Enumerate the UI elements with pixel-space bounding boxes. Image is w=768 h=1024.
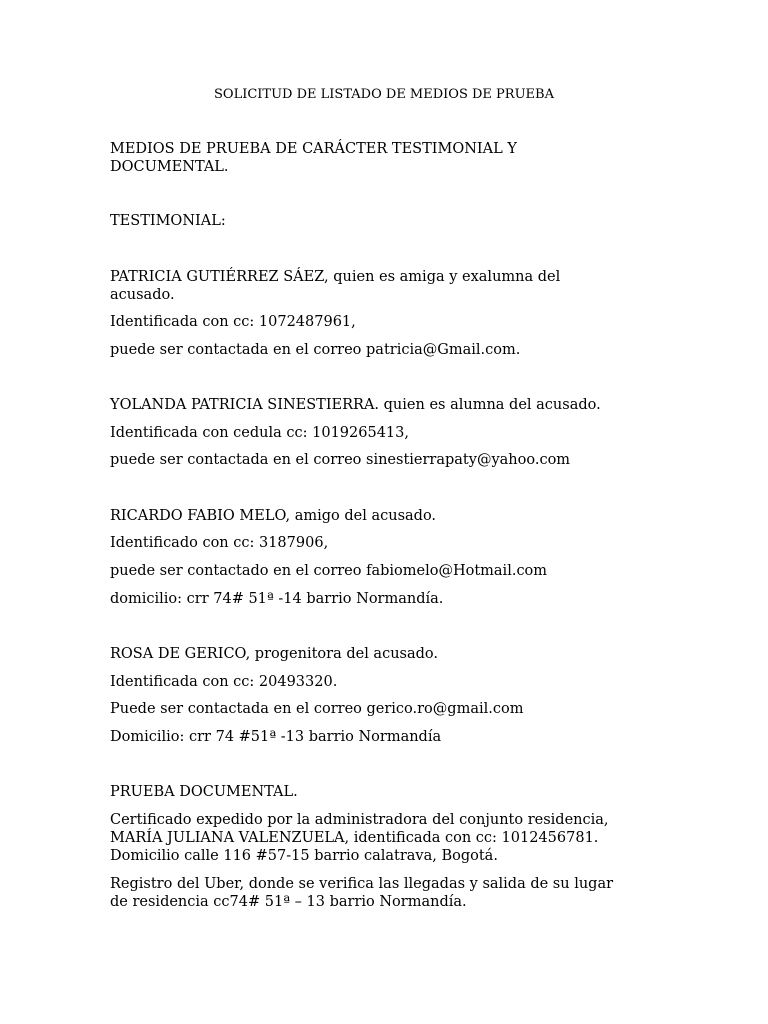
documental-1-line-1: Certificado expedido por la administradora del conjunto residencia,	[110, 812, 609, 828]
intro-line-2: DOCUMENTAL.	[110, 159, 229, 175]
witness-1-line-2: acusado.	[110, 287, 175, 303]
witness-3-line-4: domicilio: crr 74# 51ª -14 barrio Normandía.	[110, 591, 444, 607]
witness-4-line-4: Domicilio: crr 74 #51ª -13 barrio Normandía	[110, 729, 442, 745]
witness-1-line-3: Identificada con cc: 1072487961,	[110, 314, 356, 330]
witness-1-line-1: PATRICIA GUTIÉRREZ SÁEZ, quien es amiga y exalumna del	[110, 269, 561, 285]
witness-4-line-1: ROSA DE GERICO, progenitora del acusado.	[110, 646, 438, 662]
documental-2-line-2: de residencia cc74# 51ª – 13 barrio Normandía.	[110, 894, 467, 910]
documental-1-line-2: MARÍA JULIANA VALENZUELA, identificada con cc: 1012456781.	[110, 830, 599, 846]
testimonial-heading: TESTIMONIAL:	[110, 213, 226, 229]
witness-4-line-3: Puede ser contactada en el correo gerico.ro@gmail.com	[110, 701, 524, 717]
document-title: SOLICITUD DE LISTADO DE MEDIOS DE PRUEBA	[214, 87, 554, 102]
witness-3-line-1: RICARDO FABIO MELO, amigo del acusado.	[110, 508, 437, 524]
documental-2-line-1: Registro del Uber, donde se verifica las llegadas y salida de su lugar	[110, 876, 614, 892]
witness-4-line-2: Identificada con cc: 20493320.	[110, 674, 338, 690]
documental-1-line-3: Domicilio calle 116 #57-15 barrio calatrava, Bogotá.	[110, 848, 498, 864]
witness-2-line-1: YOLANDA PATRICIA SINESTIERRA. quien es alumna del acusado.	[110, 397, 601, 413]
witness-2-line-3: puede ser contactada en el correo sinestierrapaty@yahoo.com	[110, 452, 571, 468]
witness-3-line-2: Identificado con cc: 3187906,	[110, 535, 329, 551]
witness-3-line-3: puede ser contactado en el correo fabiomelo@Hotmail.com	[110, 563, 548, 579]
witness-2-line-2: Identificada con cedula cc: 1019265413,	[110, 425, 409, 441]
witness-1-line-4: puede ser contactada en el correo patricia@Gmail.com.	[110, 342, 521, 358]
intro-line-1: MEDIOS DE PRUEBA DE CARÁCTER TESTIMONIAL Y	[110, 141, 517, 157]
documental-heading: PRUEBA DOCUMENTAL.	[110, 784, 298, 800]
